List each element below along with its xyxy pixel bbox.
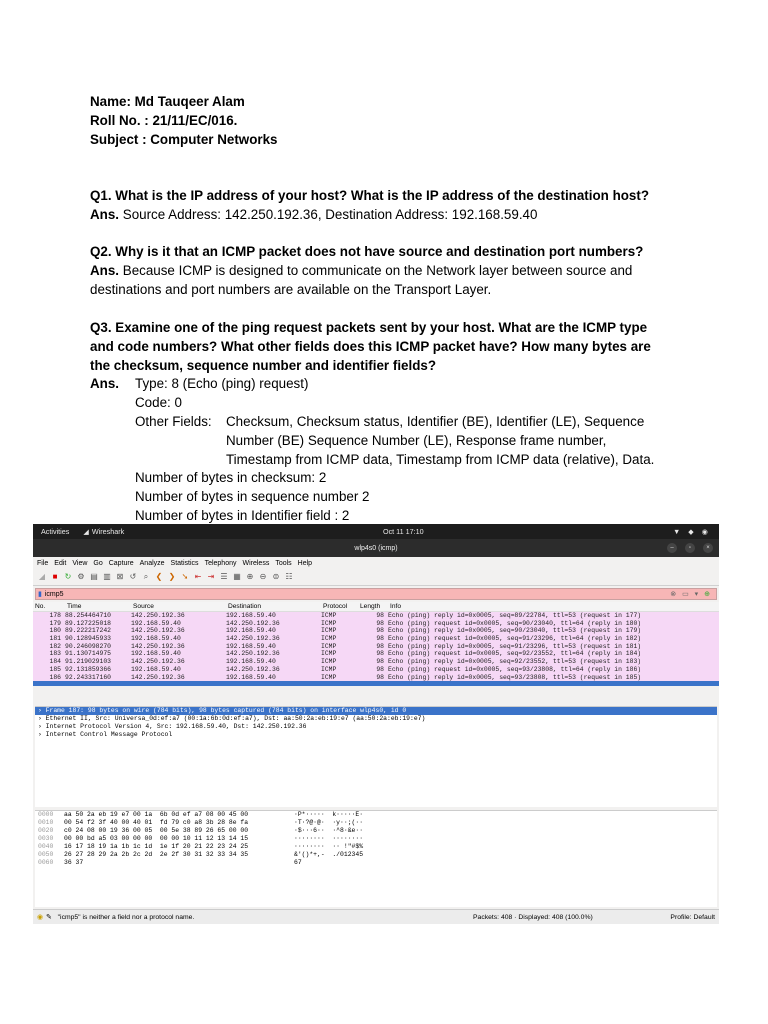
hex-offset: 0000 [38,811,54,818]
packet-list-header [33,602,719,612]
detail-frame-text: Frame 187: 98 bytes on wire (784 bits), 98 bytes captured (784 bits) on interface wlp4s0, id 0 [45,707,407,714]
hex-offset: 0020 [38,827,54,834]
save-file-icon[interactable]: ▥ [103,572,111,581]
menu-help[interactable]: Help [297,559,313,567]
hex-offset: 0030 [38,835,54,842]
detail-ipv4[interactable]: › Internet Protocol Version 4, Src: 192.168.59.40, Dst: 142.250.192.36 [38,723,307,730]
packet-info: Echo (ping) request id=0x0005, seq=92/23552, ttl=64 (reply in 184) [388,650,642,658]
packet-source: 192.168.59.40 [131,635,181,643]
hex-row[interactable] [35,827,717,835]
packet-time: 92.243317160 [65,673,112,681]
window-titlebar [33,539,719,557]
packet-no: 183 [49,650,61,658]
go-forward-icon[interactable]: ❯ [168,572,176,581]
hex-row[interactable] [35,859,717,867]
packet-source: 192.168.59.40 [131,650,181,658]
answer-2-line-1 [90,262,632,281]
hex-ascii: ·P*····· k·····E· [294,811,364,818]
desktop-topbar [33,524,719,539]
detail-ethernet[interactable]: › Ethernet II, Src: Universa_0d:ef:a7 (00:1a:6b:0d:ef:a7), Dst: aa:50:2a:eb:19:e7 (aa:50:2a:eb:19:e7) [38,715,426,722]
hex-ascii: 67 [294,859,302,866]
packet-row[interactable] [33,612,719,620]
packet-row[interactable] [33,666,719,674]
hex-offset: 0010 [38,819,54,826]
menu-telephony[interactable]: Telephony [204,559,237,567]
packet-row[interactable] [33,658,719,666]
stop-capture-icon[interactable]: ■ [52,572,58,581]
filter-apply-icons[interactable]: ⊗ ▭ ▾ ⊕ [670,590,712,598]
detail-ethernet-text: Ethernet II, Src: Universa_0d:ef:a7 (00:1a:6b:0d:ef:a7), Dst: aa:50:2a:eb:19:e7 (aa:50:2a:eb:19:e7) [45,715,426,722]
answer-2-label: Ans. [90,263,120,278]
hex-bytes: aa 50 2a eb 19 e7 00 1a 6b 0d ef a7 08 00 45 00 [64,811,249,818]
profile-label[interactable]: Profile: Default [670,913,715,921]
packet-destination: 142.250.192.36 [226,619,280,627]
menu-file[interactable]: File [37,559,49,567]
packet-time: 90.246098270 [65,642,112,650]
menu-view[interactable]: View [72,559,88,567]
menu-tools[interactable]: Tools [275,559,292,567]
packet-row[interactable] [33,674,719,682]
packet-time: 89.222217242 [65,627,112,635]
last-packet-icon[interactable]: ⇥ [207,572,215,581]
packet-no: 181 [49,635,61,643]
packet-time: 91.130714975 [65,650,112,658]
start-capture-icon[interactable]: ◢ [38,572,46,581]
hex-offset: 0060 [38,859,54,866]
packet-row[interactable] [33,627,719,635]
answer-3-checksum: Number of bytes in checksum: 2 [135,470,327,485]
menu-edit[interactable]: Edit [54,559,67,567]
hex-ascii: ·T·?@·@· ·y··;(·· [294,819,364,826]
packet-destination: 192.168.59.40 [226,612,276,619]
restart-capture-icon[interactable]: ↻ [64,572,72,581]
packet-time: 90.128945933 [65,635,112,643]
hex-bytes: 16 17 18 19 1a 1b 1c 1d 1e 1f 20 21 22 23 24 25 [64,843,249,850]
packet-source: 142.250.192.36 [131,627,185,635]
packet-protocol: ICMP [321,650,337,658]
packet-row[interactable] [33,635,719,643]
packet-details-pane [35,706,717,807]
zoom-reset-icon[interactable]: ⊜ [272,572,280,581]
packet-length: 98 [376,627,384,635]
packet-protocol: ICMP [321,642,337,650]
bookmark-icon[interactable]: ▮ [38,590,42,598]
zoom-in-icon[interactable]: ⊕ [246,572,254,581]
expert-info-icon[interactable]: ◉ [37,913,43,921]
packet-no: 178 [49,612,61,619]
packet-source: 192.168.59.40 [131,665,181,673]
resize-columns-icon[interactable]: ☷ [285,572,293,581]
hex-ascii: ········ ·· !"#$% [294,843,364,850]
zoom-out-icon[interactable]: ⊖ [259,572,267,581]
app-name[interactable]: Wireshark [91,527,125,536]
col-protocol[interactable]: Protocol [323,603,348,610]
packet-row[interactable] [33,650,719,658]
question-2: Q2. Why is it that an ICMP packet does not have source and destination port numbers? [90,244,644,259]
packet-row[interactable] [33,620,719,628]
packet-destination: 192.168.59.40 [226,642,276,650]
question-3-line-1: Q3. Examine one of the ping request packets sent by your host. What are the ICMP type [90,320,648,335]
packet-destination: 142.250.192.36 [226,665,280,673]
packet-row[interactable] [33,643,719,651]
answer-3-label: Ans. [90,376,120,391]
hex-bytes: 36 37 [64,859,84,866]
hex-row[interactable] [35,835,717,843]
col-destination[interactable]: Destination [228,603,261,610]
roll-number: Roll No. : 21/11/EC/016. [90,113,238,128]
packet-length: 98 [376,650,384,658]
packet-protocol: ICMP [321,612,337,619]
packet-info: Echo (ping) request id=0x0005, seq=90/23040, ttl=64 (reply in 180) [388,619,642,627]
packet-destination: 192.168.59.40 [226,673,276,681]
hex-bytes: c0 24 08 00 19 36 00 05 00 5e 38 89 26 65 00 00 [64,827,249,834]
system-tray-icons[interactable]: ▼ ◆ ◉ [673,527,711,536]
answer-3-other-line-2: Number (BE) Sequence Number (LE), Response frame number, [226,433,607,448]
col-source[interactable]: Source [133,603,154,610]
close-icon[interactable]: × [703,543,713,553]
packet-protocol: ICMP [321,627,337,635]
edit-comment-icon[interactable]: ✎ [45,913,52,921]
packet-info: Echo (ping) reply id=0x0005, seq=90/23040, ttl=53 (request in 179) [388,627,642,635]
question-3-line-3: the checksum, sequence number and identifier fields? [90,358,437,373]
activities-button[interactable]: Activities [41,527,70,536]
minimize-icon[interactable]: – [667,543,677,553]
col-info[interactable]: Info [390,603,401,610]
packet-info: Echo (ping) reply id=0x0005, seq=91/23296, ttl=53 (request in 181) [388,642,642,650]
packet-no: 179 [49,619,61,627]
packet-length: 98 [376,619,384,627]
subject: Subject : Computer Networks [90,132,278,147]
packet-source: 142.250.192.36 [131,642,185,650]
col-length[interactable]: Length [360,603,381,610]
packet-length: 98 [376,635,384,643]
open-file-icon[interactable]: ▤ [90,572,98,581]
author-name: Name: Md Tauqeer Alam [90,94,245,109]
packet-time: 89.127225018 [65,619,112,627]
go-to-packet-icon[interactable]: ➘ [181,572,189,581]
packet-source: 142.250.192.36 [131,673,185,681]
packet-source: 142.250.192.36 [131,612,185,619]
packet-destination: 192.168.59.40 [226,658,276,666]
answer-2-text: Because ICMP is designed to communicate on the Network layer between source and [122,263,633,278]
hex-ascii: ·$···6·· ·^8·&e·· [294,827,364,834]
wireshark-screenshot [33,524,719,924]
answer-3-other-line-1: Checksum, Checksum status, Identifier (BE), Identifier (LE), Sequence [226,414,645,429]
menu-bar [33,557,719,569]
main-toolbar [33,569,719,586]
status-bar [33,909,719,924]
packet-protocol: ICMP [321,665,337,673]
hex-row[interactable] [35,851,717,859]
packet-no: 184 [49,658,61,666]
answer-3-other-label: Other Fields: [135,414,212,429]
packet-info: Echo (ping) reply id=0x0005, seq=93/23808, ttl=53 (request in 185) [388,673,642,681]
packet-bytes-pane [35,810,717,907]
packet-info: Echo (ping) request id=0x0005, seq=93/23808, ttl=64 (reply in 186) [388,665,642,673]
selected-packet-row[interactable] [33,681,719,686]
hex-bytes: 00 54 f2 3f 40 00 40 01 fd 79 c0 a8 3b 28 8e fa [64,819,249,826]
packet-length: 98 [376,612,384,619]
col-time[interactable]: Time [67,603,82,610]
window-title: wlp4s0 (icmp) [354,544,398,552]
clock[interactable]: Oct 11 17:10 [383,527,424,536]
answer-1-label: Ans. [90,207,120,222]
answer-1 [90,206,537,225]
packet-length: 98 [376,673,384,681]
packet-no: 180 [49,627,61,635]
answer-3-other-line-3: Timestamp from ICMP data, Timestamp from ICMP data (relative), Data. [226,452,655,467]
packet-source: 192.168.59.40 [131,619,181,627]
packet-time: 91.219029103 [65,658,112,666]
packet-destination: 142.250.192.36 [226,635,280,643]
packet-length: 98 [376,642,384,650]
packet-no: 185 [49,665,61,673]
packet-info: Echo (ping) reply id=0x0005, seq=89/22784, ttl=53 (request in 177) [388,612,642,619]
detail-ipv4-text: Internet Protocol Version 4, Src: 192.168.59.40, Dst: 142.250.192.36 [45,723,307,730]
packet-length: 98 [376,665,384,673]
packet-info: Echo (ping) request id=0x0005, seq=91/23296, ttl=64 (reply in 182) [388,635,642,643]
answer-3-sequence: Number of bytes in sequence number 2 [135,489,370,504]
col-no[interactable]: No. [35,603,46,610]
maximize-icon[interactable]: ▫ [685,543,695,553]
menu-capture[interactable]: Capture [108,559,134,567]
detail-icmp[interactable]: › Internet Control Message Protocol [38,731,173,738]
hex-row[interactable] [35,811,717,819]
hex-row[interactable] [35,843,717,851]
question-3-line-2: and code numbers? What other fields does this ICMP packet have? How many bytes are [90,339,651,354]
hex-offset: 0040 [38,843,54,850]
packet-no: 182 [49,642,61,650]
packet-time: 88.254464710 [65,612,112,619]
go-back-icon[interactable]: ❮ [155,572,163,581]
detail-icmp-text: Internet Control Message Protocol [45,731,173,738]
display-filter-input[interactable]: icmp5 [44,590,64,598]
capture-options-icon[interactable]: ⚙ [77,572,85,581]
find-packet-icon[interactable]: ⌕ [143,572,149,581]
packet-protocol: ICMP [321,658,337,666]
answer-3-identifier: Number of bytes in Identifier field : 2 [135,508,350,523]
answer-1-text: Source Address: 142.250.192.36, Destination Address: 192.168.59.40 [122,207,538,222]
autoscroll-icon[interactable]: ☰ [220,572,228,581]
hex-bytes: 00 00 bd a5 03 00 00 00 00 00 10 11 12 13 14 15 [64,835,249,842]
first-packet-icon[interactable]: ⇤ [194,572,202,581]
reload-icon[interactable]: ↺ [129,572,137,581]
packet-destination: 142.250.192.36 [226,650,280,658]
answer-3-type: Type: 8 (Echo (ping) request) [135,376,309,391]
hex-bytes: 26 27 28 29 2a 2b 2c 2d 2e 2f 30 31 32 33 34 35 [64,851,249,858]
close-file-icon[interactable]: ⊠ [116,572,124,581]
hex-row[interactable] [35,819,717,827]
detail-frame[interactable]: › Frame 187: 98 bytes on wire (784 bits), 98 bytes captured (784 bits) on interface wlp4s0, id 0 [35,707,717,715]
colorize-icon[interactable]: ▦ [233,572,241,581]
packet-source: 142.250.192.36 [131,658,185,666]
packet-time: 92.131859366 [65,665,112,673]
menu-wireless[interactable]: Wireless [242,559,270,567]
packet-count: Packets: 408 · Displayed: 408 (100.0%) [473,913,593,921]
menu-analyze[interactable]: Analyze [139,559,165,567]
packet-info: Echo (ping) reply id=0x0005, seq=92/23552, ttl=53 (request in 183) [388,658,642,666]
packet-length: 98 [376,658,384,666]
packet-list [33,612,719,681]
hex-ascii: &'()*+,- ./012345 [294,851,364,858]
packet-protocol: ICMP [321,619,337,627]
menu-go[interactable]: Go [93,559,103,567]
answer-2-line-2: destinations and port numbers are available on the Transport Layer. [90,282,492,297]
hex-offset: 0050 [38,851,54,858]
packet-protocol: ICMP [321,673,337,681]
answer-3-code: Code: 0 [135,395,182,410]
hex-ascii: ········ ········ [294,835,364,842]
menu-statistics[interactable]: Statistics [170,559,199,567]
status-message: "icmp5" is neither a field nor a protocol name. [57,913,195,921]
question-1: Q1. What is the IP address of your host? What is the IP address of the destination host? [90,188,650,203]
packet-destination: 192.168.59.40 [226,627,276,635]
display-filter-bar[interactable] [35,588,717,600]
packet-protocol: ICMP [321,635,337,643]
packet-no: 186 [49,673,61,681]
wireshark-app-icon: ◢ [83,527,89,536]
